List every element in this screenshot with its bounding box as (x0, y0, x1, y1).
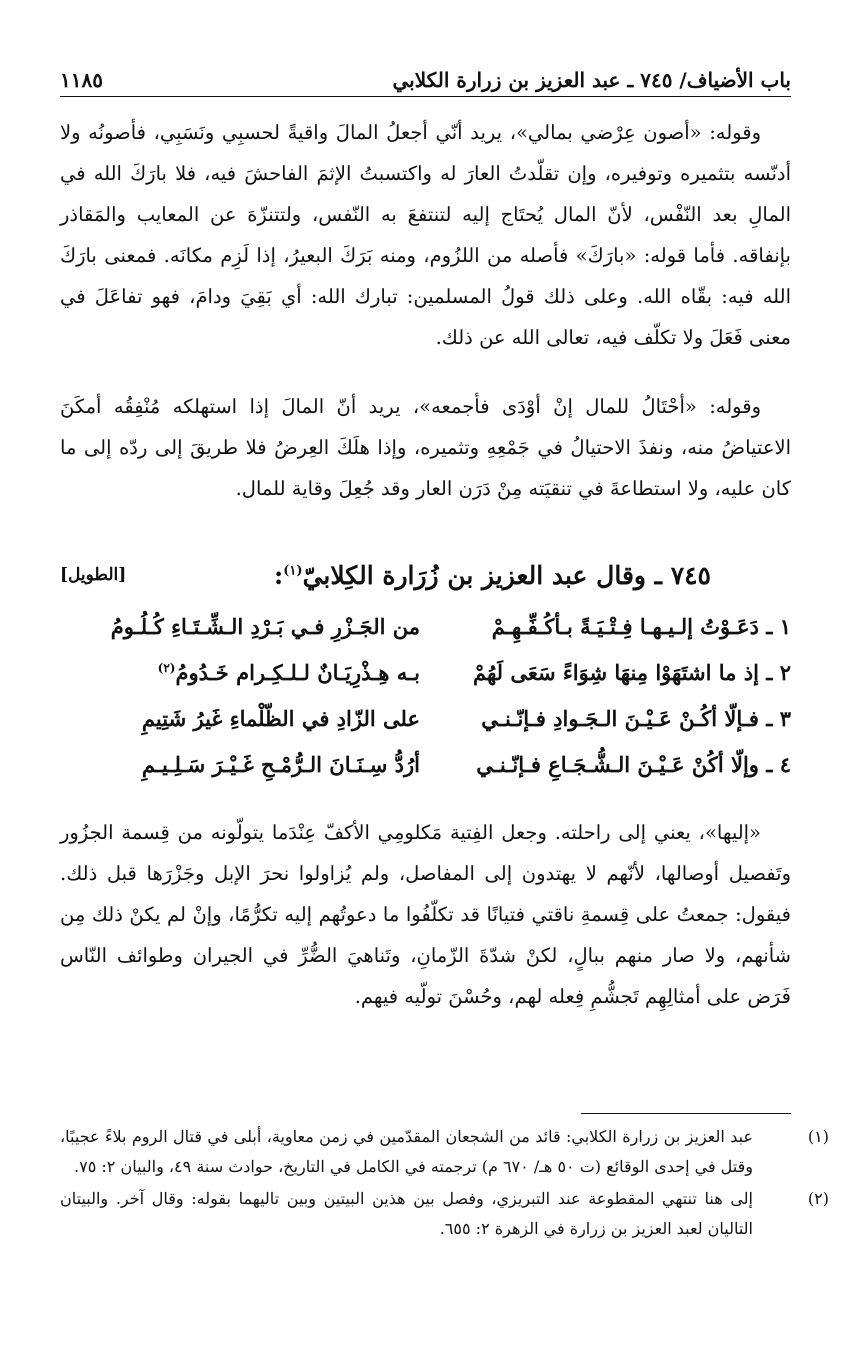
paragraph-text: «إليها»، يعني إلى راحلته. وجعل الفِتية مَكلومِي الأكفّ عِنْدَما يتولّونه من قِسمة الجزُور وتَفصيل أوصالها، لأنّهم لا يهتدون إلى المفاصل، ولم يُزاولوا نحرَ الإبل وجَزْرَها قبل ذلك. فيقول: جمعتُ على قِسمةِ ناقتي فتيانًا قد تكلّفُوا ما دعوتُهم إليه تكرُّمًا، وإنْ لم يكنْ ذلك مِن شأنهم، ولا صار منهم ببالٍ، لكنْ شدّةَ الزّمانِ، وتَناهيَ الضُّرِّ في الجيران وطوائف النّاس فَرَض على أمثالِهِم تَجشُّمِ فِعله لهم، وحُسْنَ تولّيه فيهم. (60, 821, 791, 1008)
commentary-paragraph-2 (60, 386, 791, 509)
commentary-paragraph-3 (60, 812, 791, 1017)
poem-heading (60, 555, 791, 595)
verse-second-hemistich-text: من الجَـزْرِ فـي بَـرْدِ الـشِّـتَـاءِ كُـلُـومُ (110, 613, 420, 639)
footnote-ref-1[interactable]: (١) (283, 563, 303, 579)
footnote-mark: (٢) (807, 1189, 829, 1208)
verse-first-hemistich: ٣ ـ فـإلّا أكُـنْ عَـيْـنَ الـجَـوادِ فـإنّـنـي (481, 705, 791, 731)
verse-second-hemistich-text: أرُدُّ سِـنَـانَ الـرُّمْـحِ غَـيْـرَ سَـلِـيـمِ (141, 751, 420, 777)
footnote-text: عبد العزيز بن زرارة الكلابي: قائد من الشجعان المقدّمين في زمن معاوية، أبلى في قتال الروم بلاءً عجيبًا، وقتل في إحدى الوقائع (ت ٥٠ هـ/ ٦٧٠ م) ترجمته في الكامل في التاريخ، حوادث سنة ٤٩، والبيان ٢: ٧٥. (60, 1127, 753, 1176)
footnotes (60, 1122, 829, 1246)
verse-line (60, 741, 791, 787)
verse-line (60, 603, 791, 649)
footnote-ref-2[interactable]: (٢) (157, 660, 176, 675)
footnote-mark: (١) (807, 1127, 829, 1146)
header-title: باب الأضياف/ ٧٤٥ ـ عبد العزيز بن زرارة الكلابي (392, 68, 791, 92)
verse-second-hemistich-text: بـه هِـذْرِيَـانٌ لـلـكِـرام خَـدُومُ (175, 659, 420, 685)
poem-verses (60, 603, 791, 787)
paragraph-text: وقوله: «أحْتَالُ للمال إنْ أوْدَى فأجمعه»، يريد أنّ المالَ إذا استهلكه مُنْفِقُه أمكَنَ الاعتياضُ منه، ونفذَ الاحتيالُ في جَمْعِهِ وتثميره، وإذا هلَكَ العِرضُ فلا طريقَ إلى ردّه إلى ما كان عليه، ولا استطاعةَ في تنقيَته مِنْ دَرَن العار وقد جُعِلَ وقاية للمال. (60, 395, 791, 500)
verse-first-hemistich: ٢ ـ إذ ما اشتَهَوْا مِنهَا شِوَاءً سَعَى لَهُمْ (473, 659, 791, 685)
verse-second-hemistich (60, 752, 420, 777)
verse-second-hemistich (60, 706, 420, 731)
verse-line (60, 649, 791, 695)
verse-second-hemistich (60, 614, 420, 639)
poem-title-text: ٧٤٥ ـ وقال عبد العزيز بن زُرَارة الكِلابيّ (302, 560, 711, 590)
paragraph-text: وقوله: «أصون عِرْضي بمالي»، يريد أنّي أجعلُ المالَ واقيةً لحسبِي ونَسَبِي، فأصونُه ولا أدنّسه بتثميره وتوفيره، وإن تقلّدتُ العارَ له واكتسبتُ الإثمَ الفاحشَ فيه، فلا بارَكَ الله في المالِ بعد النّفْس، لأنّ المال يُحتَاج إليه لتنتفعَ به النّفس، ولتتنزّهَ عن المعايب والمَقاذر بإنفاقه. فأما قوله: «بارَكَ» فأصله من اللزُوم، ومنه بَرَكَ البعيرُ، إذا لَزِم مكانَه. فمعنى بارَكَ الله فيه: بقّاه الله. وعلى ذلك قولُ المسلمين: تبارك الله: أي بَقِيَ ودامَ، فهو تفاعَلَ في معنى فَعَلَ ولا تكلّف فيه، تعالى الله عن ذلك. (60, 121, 791, 349)
footnote-2 (60, 1184, 829, 1244)
poem-meter: [الطويل] (60, 565, 127, 585)
poem-title (274, 561, 791, 590)
verse-first-hemistich: ١ ـ دَعَـوْتُ إلـيـهـا فِـتْـيَـةً بـأكُـفِّـهِـمْ (491, 613, 791, 639)
footnote-text: إلى هنا تنتهي المقطوعة عند التبريزي، وفصل بين هذين البيتين وبين تاليهما بقوله: وقال آخر. والبيتان التاليان لعبد العزيز بن زرارة في الزهرة ٢: ٦٥٥. (60, 1189, 753, 1238)
verse-second-hemistich-text: على الزّادِ في الظّلْماءِ غَيرُ شَتِيمِ (141, 705, 420, 731)
verse-line (60, 695, 791, 741)
verse-first-hemistich: ٤ ـ وإلّا أكُنْ عَـيْـنَ الـشُّـجَـاعِ فـإنّـنـي (476, 751, 791, 777)
footnote-divider (581, 1113, 791, 1114)
verse-second-hemistich (60, 660, 420, 685)
footnote-1 (60, 1122, 829, 1182)
poem-title-colon: : (274, 560, 284, 590)
commentary-paragraph-1 (60, 112, 791, 358)
running-header (60, 56, 791, 97)
page-number: ١١٨٥ (60, 68, 103, 92)
